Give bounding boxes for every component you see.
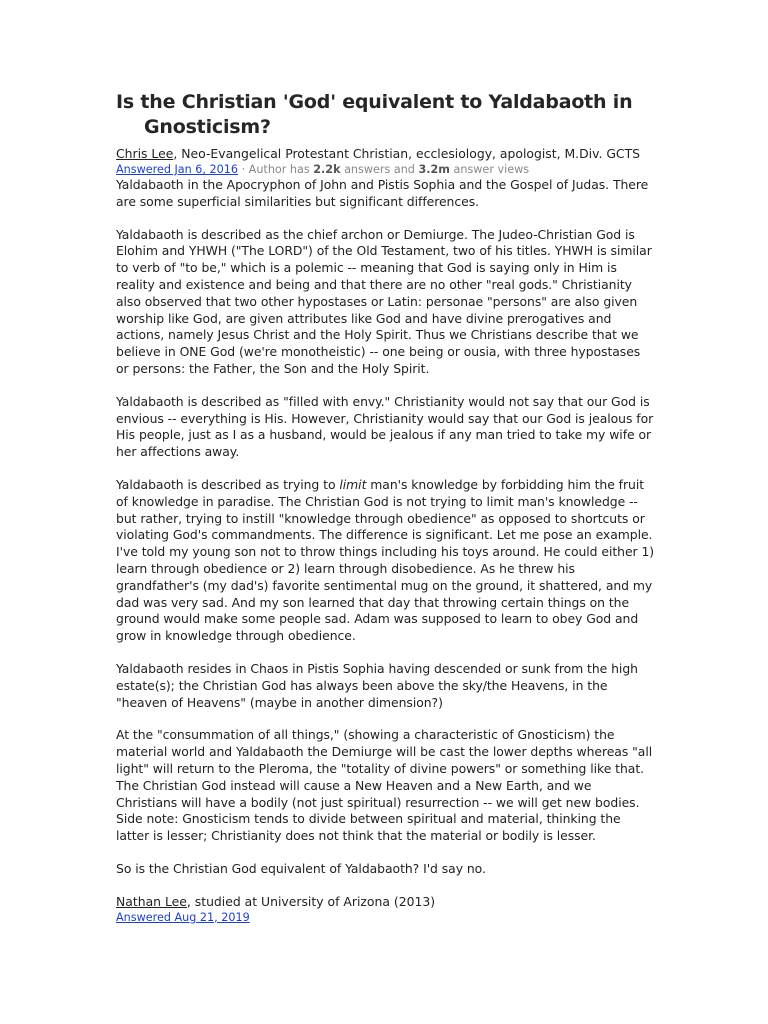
question-title: Is the Christian 'God' equivalent to Yaldabaoth in Gnosticism? (116, 91, 633, 138)
answer1-meta (116, 162, 656, 177)
answer1-paragraph-4-emphasis: limit (339, 476, 367, 492)
answer2-meta (116, 910, 656, 925)
answer1-author-credential: , Neo-Evangelical Protestant Christian, ecclesiology, apologist, M.Div. GCTS (173, 146, 641, 161)
answer1-meta-pre: · Author has (238, 163, 314, 176)
answer2-author-line (116, 894, 656, 910)
answer2-answered-date-link[interactable]: Answered Aug 21, 2019 (116, 910, 250, 924)
answer1-paragraph-5: Yaldabaoth resides in Chaos in Pistis Sophia having descended or sunk from the high estate(s); the Christian God has always been above the sky/the Heavens, in the "heaven of Heavens" (maybe in another dimension?) (116, 660, 638, 710)
answer1-paragraph-3: Yaldabaoth is described as "filled with envy." Christianity would not say that our God is envious -- everything is His. However, Christianity would say that our God is jealous for His people, just as I as a husband, would be jealous if any man tried to take my wife or her affections away. (116, 393, 654, 460)
answer1-paragraph-4-post: man's knowledge by forbidding him the fruit of knowledge in paradise. The Christian God is not trying to limit man's knowledge -- but rather, trying to instill "knowledge through obedience" as opposed to shortcuts or violating God's commandments. The difference is significant. Let me pose an example. I've told my young son not to throw things including his toys around. He could either 1) learn through obedience or 2) learn through disobedience. As he threw his grandfather's (my dad's) favorite sentimental mug on the ground, it shattered, and my dad was very sad. And my son learned that day that throwing certain things on the ground would make some people sad. Adam was supposed to learn to obey God and grow in knowledge through obedience. (116, 476, 655, 644)
answer1-author-name[interactable]: Chris Lee (116, 146, 174, 161)
answer1-views-count: 3.2m (418, 163, 450, 176)
answer1-answers-count: 2.2k (313, 163, 341, 176)
answer1-author-line (116, 146, 656, 162)
answer1-paragraph-6: At the "consummation of all things," (showing a characteristic of Gnosticism) the material world and Yaldabaoth the Demiurge will be cast the lower depths whereas "all light" will return to the Pleroma, the "totality of divine powers" or something like that. The Christian God instead will cause a New Heaven and a New Earth, and we Christians will have a bodily (not just spiritual) resurrection -- we will get new bodies. Side note: Gnosticism tends to divide between spiritual and material, thinking the latter is lesser; Christianity does not think that the material or bodily is lesser. (116, 727, 653, 844)
answer1-meta-post: answer views (449, 163, 530, 176)
answer1-paragraph-4 (116, 477, 656, 645)
answer2-author-credential: , studied at University of Arizona (2013) (186, 893, 436, 909)
answer-page (116, 90, 656, 925)
answer1-paragraph-2: Yaldabaoth is described as the chief archon or Demiurge. The Judeo-Christian God is Elohim and YHWH ("The LORD") of the Old Testament, two of his titles. YHWH is similar to verb of "to be," which is a polemic -- meaning that God is saying only in Him is reality and existence and being and that there are no other "real gods." Christianity also observed that two other hypostases or Latin: personae "persons" are also given worship like God, are given attributes like God and have divine prerogatives and actions, namely Jesus Christ and the Holy Spirit. Thus we Christians describe that we believe in ONE God (we're monotheistic) -- one being or ousia, with three hypostases or persons: the Father, the Son and the Holy Spirit. (116, 226, 652, 376)
answer1-answered-date-link[interactable]: Answered Jan 6, 2016 (116, 163, 239, 176)
answer1-paragraph-7: So is the Christian God equivalent of Yaldabaoth? I'd say no. (116, 860, 486, 876)
answer1-paragraph-1: Yaldabaoth in the Apocryphon of John and Pistis Sophia and the Gospel of Judas. There are some superficial similarities but significant differences. (116, 177, 649, 209)
answer1-paragraph-4-pre: Yaldabaoth is described as trying to (116, 476, 340, 492)
answer1-meta-mid: answers and (340, 163, 419, 176)
answer2-author-name[interactable]: Nathan Lee (116, 893, 187, 909)
